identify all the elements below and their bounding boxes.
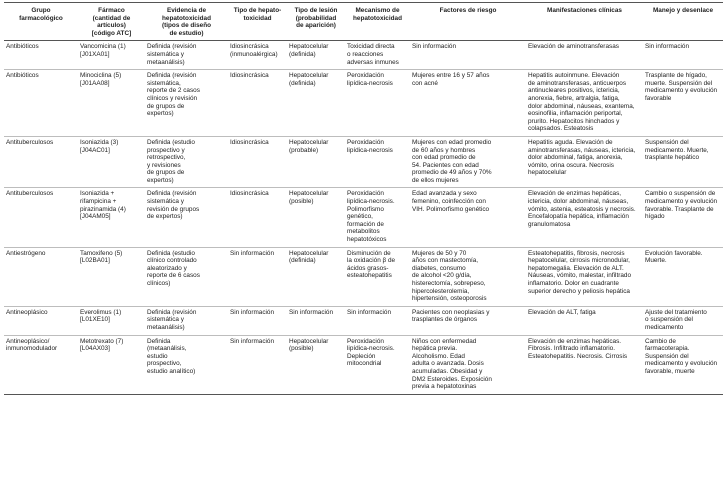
tipo-lesion-cell [287, 41, 345, 70]
text-line: Suspensión del [645, 138, 689, 146]
text-line: [J04AC01] [80, 146, 110, 154]
manifestaciones-cell [526, 70, 643, 137]
text-line: metaanálisis) [147, 58, 185, 66]
text-line: lipídica-necrosis [347, 146, 393, 154]
text-line: Pacientes con neoplasias y [412, 308, 490, 316]
text-line: hepatocelular, cirrosis micronodular, [528, 257, 630, 265]
text-line: Definida (revisión [147, 190, 197, 198]
manifestaciones-header [526, 3, 643, 41]
text-line: Peroxidación [347, 72, 384, 80]
text-line: de ellos mujeres [412, 176, 459, 184]
text-line: dolor abdominal, náuseas, exantema, [528, 102, 635, 110]
text-line: Elevación de ALT, fatiga [528, 308, 596, 316]
tipo-lesion-cell [287, 188, 345, 247]
manejo-cell [643, 70, 723, 137]
text-line: eosinofilia, inflamación periportal, [528, 110, 623, 118]
text-line: Everolimus (1) [80, 308, 122, 316]
evidencia-cell [145, 335, 228, 394]
text-line: Trasplante de hígado, [645, 72, 707, 80]
table-row [4, 41, 723, 70]
text-line: hepatotóxicos [347, 236, 387, 244]
text-line: dolor abdominal, fatiga, anorexia, [528, 154, 623, 162]
text-line: Hepatocelular [289, 190, 329, 198]
tipo-lesion-cell [287, 247, 345, 306]
text-line: Fármaco [98, 7, 125, 14]
text-line: (inmunoalérgica) [230, 50, 278, 58]
grupo-cell [4, 306, 78, 335]
text-line: Hepatocelular [289, 72, 329, 80]
text-line: trasplantes de órganos [412, 316, 478, 324]
header-row [4, 3, 723, 41]
hepatotoxicity-table [4, 2, 723, 395]
text-line: reporte de 2 casos [147, 87, 200, 95]
text-line: ictericia, dolor abdominal, náuseas, [528, 198, 629, 206]
text-line: [L02BA01] [80, 257, 110, 265]
grupo-cell [4, 188, 78, 247]
text-line: Toxicidad directa [347, 43, 395, 51]
text-line: hepatocelular [528, 169, 567, 177]
factores-riesgo-cell [410, 247, 526, 306]
grupo-cell [4, 136, 78, 188]
text-line: con edad promedio de [412, 154, 476, 162]
grupo-header [4, 3, 78, 41]
text-line: Idiosincrásica [230, 138, 269, 146]
text-line: hígado [645, 213, 665, 221]
text-line: Idiosincrásica [230, 190, 269, 198]
text-line: Antineoplásico/ [6, 337, 50, 345]
manejo-cell [643, 41, 723, 70]
table-row [4, 70, 723, 137]
factores-riesgo-cell [410, 335, 526, 394]
text-line: Peroxidación [347, 138, 384, 146]
manejo-cell [643, 188, 723, 247]
text-line: ácidos grasos- [347, 264, 389, 272]
evidencia-cell [145, 247, 228, 306]
text-line: medicamento y evolución [645, 87, 718, 95]
factores-riesgo-cell [410, 306, 526, 335]
text-line: metabolitos [347, 228, 380, 236]
farmaco-cell [78, 188, 145, 247]
text-line: inflamatorio. Dolor en cuadrante [528, 280, 619, 287]
text-line: vómito, orina oscura. Necrosis [528, 161, 614, 169]
text-line: medicamento y evolución [645, 198, 718, 206]
text-line: Sin información [230, 249, 275, 257]
text-line: superior derecho y peliosis hepática [528, 287, 630, 295]
text-line: Mecanismo de [355, 7, 400, 14]
mecanismo-header [345, 3, 410, 41]
mecanismo-cell [345, 306, 410, 335]
text-line: Definida (estudio [147, 138, 195, 146]
text-line: lipídica-necrosis. [347, 345, 395, 353]
tipo-hepatotoxicidad-cell [228, 41, 287, 70]
text-line: genético, [347, 213, 373, 221]
text-line: hepatotoxicidad [161, 14, 211, 22]
text-line: Definida (estudio [147, 249, 195, 257]
manejo-cell [643, 306, 723, 335]
text-line: vómito, astenia, esteatosis y necrosis. [528, 205, 636, 213]
factores-riesgo-cell [410, 188, 526, 247]
text-line: Sin información [412, 43, 457, 51]
text-line: clínico controlado [147, 257, 197, 265]
text-line: de grupos de [147, 169, 185, 177]
tipo-lesion-cell [287, 136, 345, 188]
text-line: granulomatosa [528, 220, 571, 228]
text-line: Cambio de farmacoterapia. [645, 337, 690, 353]
text-line: Hepatocelular [289, 337, 329, 345]
manifestaciones-cell [526, 247, 643, 306]
tipo-lesion-cell [287, 306, 345, 335]
text-line: [código ATC] [91, 29, 132, 37]
mecanismo-cell [345, 136, 410, 188]
table-row [4, 188, 723, 247]
text-line: Elevación de enzimas hepáticas, [528, 190, 622, 198]
manifestaciones-cell [526, 306, 643, 335]
text-line: Definida (revisión [147, 72, 197, 80]
tipo-lesion-cell [287, 70, 345, 137]
text-line: hepatotoxicidad [352, 14, 402, 22]
text-line: [J04AM05] [80, 213, 111, 221]
text-line: toxicidad [243, 14, 272, 22]
text-line: prurito. Hepatocitos hinchados y [528, 117, 620, 125]
text-line: revisión de grupos [147, 205, 200, 213]
grupo-cell [4, 247, 78, 306]
text-line: colapsados. Esteatosis [528, 125, 594, 133]
text-line: Hepatocelular [289, 138, 329, 146]
text-line: Evidencia de [166, 7, 207, 14]
text-line: esteatohepatitis [347, 272, 392, 280]
text-line: Encefalopatía hepática, inflamación [528, 213, 629, 221]
text-line: formación de [347, 220, 384, 228]
evidencia-cell [145, 41, 228, 70]
text-line: Polimorfismo [347, 205, 384, 213]
mecanismo-cell [345, 41, 410, 70]
manejo-cell [643, 136, 723, 188]
text-line: [J01AA08] [80, 79, 110, 87]
text-line: Suspensión del [645, 352, 689, 360]
text-line: (cantidad de [92, 14, 131, 22]
grupo-cell [4, 335, 78, 394]
text-line: Evolución favorable. [645, 249, 703, 257]
text-line: farmacológico [19, 14, 63, 22]
table-row [4, 136, 723, 188]
text-line: Manifestaciones clínicas [547, 7, 622, 14]
text-line: lipídica-necrosis [347, 79, 393, 87]
text-line: hepática previa. [412, 345, 458, 353]
tipo-hepatotoxicidad-cell [228, 188, 287, 247]
manifestaciones-cell [526, 41, 643, 70]
text-line: (posible) [289, 345, 314, 353]
text-line: Metotrexato (7) [80, 337, 124, 345]
farmaco-cell [78, 136, 145, 188]
text-line: Antibióticos [6, 72, 39, 80]
text-line: hipercolesterolemia, [412, 287, 470, 295]
text-line: 54. Pacientes con edad [412, 161, 479, 169]
text-line: Isoniazida + [80, 190, 115, 198]
text-line: reporte de 6 casos [147, 272, 200, 280]
text-line: Mujeres con edad promedio [412, 138, 492, 146]
text-line: Hepatocelular [289, 249, 329, 257]
text-line: Antituberculosos [6, 190, 54, 198]
text-line: metaanálisis) [147, 323, 185, 331]
text-line: Cambio o suspensión de [645, 190, 716, 198]
manifestaciones-cell [526, 335, 643, 394]
text-line: años con mastectomía, [412, 257, 479, 265]
text-line: Niños con enfermedad [412, 337, 477, 345]
text-line: Idiosincrásica [230, 72, 269, 80]
text-line: pirazinamida (4) [80, 205, 126, 213]
text-line: muerte. Suspensión del [645, 79, 713, 87]
mecanismo-cell [345, 247, 410, 306]
text-line: retrospectivo, [147, 154, 186, 162]
grupo-cell [4, 41, 78, 70]
text-line: y revisiones [147, 161, 181, 169]
text-line: adversas inmunes [347, 58, 399, 66]
text-line: Hepatitis aguda. Elevación de [528, 138, 613, 146]
text-line: acumuladas. Obesidad y [412, 367, 483, 375]
text-line: sistemática y [147, 50, 184, 58]
text-line: femenino, coinfección con [412, 198, 486, 206]
farmaco-cell [78, 70, 145, 137]
manifestaciones-cell [526, 136, 643, 188]
text-line: medicamento. Muerte, [645, 146, 709, 154]
text-line: medicamento y evolución [645, 360, 718, 368]
text-line: clínicos) [147, 280, 171, 287]
text-line: Sin información [347, 308, 392, 316]
text-line: Alcoholismo. Edad [412, 352, 465, 360]
text-line: Peroxidación [347, 337, 384, 345]
text-line: de expertos) [147, 213, 183, 221]
mecanismo-cell [345, 335, 410, 394]
text-line: sistemática y [147, 316, 184, 324]
text-line: Ajuste del tratamiento [645, 308, 707, 316]
text-line: con acné [412, 79, 438, 87]
text-line: (metaanálisis, [147, 345, 187, 353]
factores-riesgo-cell [410, 41, 526, 70]
evidencia-cell [145, 136, 228, 188]
factores-riesgo-cell [410, 136, 526, 188]
tipo-hepatotoxicidad-cell [228, 306, 287, 335]
manifestaciones-cell [526, 188, 643, 247]
text-line: Peroxidación [347, 190, 384, 198]
text-line: Mujeres entre 16 y 57 años [412, 72, 490, 80]
text-line: de grupos de [147, 102, 185, 110]
tipo-hepatotoxicidad-cell [228, 335, 287, 394]
text-line: o reacciones [347, 50, 384, 58]
text-line: Sin información [645, 43, 690, 51]
text-line: Hepatocelular [289, 43, 329, 51]
text-line: o suspensión del [645, 316, 693, 324]
manejo-cell [643, 335, 723, 394]
factores-riesgo-header [410, 3, 526, 41]
factores-riesgo-cell [410, 70, 526, 137]
text-line: hipertensión, osteoporosis [412, 295, 487, 303]
text-line: de estudio) [169, 29, 204, 37]
text-line: expertos) [147, 110, 174, 118]
text-line: estudio [147, 352, 168, 360]
farmaco-header [78, 3, 145, 41]
grupo-cell [4, 70, 78, 137]
mecanismo-cell [345, 70, 410, 137]
text-line: Grupo [31, 7, 51, 14]
text-line: VIH. Polimorfismo genético [412, 205, 490, 213]
text-line: la oxidación β de [347, 257, 396, 265]
text-line: Minociclina (5) [80, 72, 122, 80]
text-line: [J01XA01] [80, 50, 110, 58]
text-line: Náuseas, vómito, malestar, infiltrado [528, 272, 632, 280]
text-line: Tipo de hepato- [233, 7, 282, 14]
text-line: Fibrosis. Infiltrado inflamatorio. [528, 345, 616, 353]
text-line: Idiosincrásica [230, 43, 269, 51]
text-line: Esteatohepatitis. Necrosis. Cirrosis [528, 352, 628, 360]
text-line: DM2 Esteroides. Exposición [412, 375, 492, 383]
text-line: Depleción [347, 352, 376, 360]
text-line: Antiestrógeno [6, 249, 46, 257]
text-line: rifampicina + [80, 198, 117, 206]
tipo-hepatotoxicidad-header [228, 3, 287, 41]
text-line: antinucleares positivos, ictericia, [528, 87, 620, 95]
text-line: Antineoplásico [6, 308, 48, 316]
text-line: Disminución de [347, 249, 391, 257]
text-line: Factores de riesgo [439, 7, 497, 14]
text-line: Definida [147, 337, 171, 345]
text-line: Sin información [289, 308, 334, 316]
tipo-hepatotoxicidad-cell [228, 247, 287, 306]
manejo-header [643, 3, 723, 41]
text-line: [L01XE10] [80, 316, 110, 324]
text-line: prospectivo, [147, 360, 182, 368]
text-line: Muerte. [645, 257, 667, 265]
text-line: anorexia, fiebre, artralgia, fatiga, [528, 94, 620, 102]
evidencia-cell [145, 306, 228, 335]
text-line: sistemática, [147, 79, 181, 87]
text-line: clínicos y revisión [147, 94, 198, 102]
text-line: promedio de 49 años y 70% [412, 169, 492, 177]
tipo-lesion-header [287, 3, 345, 41]
text-line: prospectivo y [147, 146, 185, 154]
text-line: diabetes, consumo [412, 264, 466, 272]
manejo-cell [643, 247, 723, 306]
tipo-lesion-cell [287, 335, 345, 394]
text-line: Hepatitis autoinmune. Elevación [528, 72, 620, 80]
text-line: favorable. Trasplante de [645, 205, 714, 213]
text-line: de aminotransferasas, anticuerpos [528, 79, 627, 87]
farmaco-cell [78, 306, 145, 335]
text-line: Definida (revisión [147, 308, 197, 316]
table-row [4, 247, 723, 306]
text-line: Tipo de lesión [294, 7, 338, 14]
text-line: favorable, muerte [645, 367, 695, 375]
text-line: de alcohol <20 g/día, [412, 272, 472, 280]
text-line: Antibióticos [6, 43, 39, 51]
table-row [4, 306, 723, 335]
text-line: Antituberculosos [6, 138, 54, 146]
evidencia-cell [145, 70, 228, 137]
text-line: Isoniazida (3) [80, 138, 119, 146]
text-line: hepatomegalia. Elevación de ALT. [528, 264, 624, 272]
text-line: Edad avanzada y sexo [412, 190, 477, 198]
text-line: de 60 años y hombres [412, 146, 476, 154]
text-line: Tamoxifeno (5) [80, 249, 123, 257]
text-line: Esteatohepatitis, fibrosis, necrosis [528, 249, 625, 257]
text-line: Definida (revisión [147, 43, 197, 51]
farmaco-cell [78, 335, 145, 394]
text-line: Elevación de aminotransferasas [528, 43, 619, 51]
text-line: Vancomicina (1) [80, 43, 126, 51]
text-line: (probable) [289, 146, 319, 154]
text-line: sistemática y [147, 198, 184, 206]
text-line: favorable [645, 94, 672, 102]
text-line: (probabilidad [295, 14, 337, 22]
evidencia-header [145, 3, 228, 41]
text-line: Manejo y desenlace [652, 7, 714, 14]
tipo-hepatotoxicidad-cell [228, 136, 287, 188]
text-line: mitocondrial [347, 360, 382, 368]
farmaco-cell [78, 41, 145, 70]
text-line: Elevación de enzimas hepáticas. [528, 337, 622, 345]
mecanismo-cell [345, 188, 410, 247]
text-line: lipídica-necrosis. [347, 198, 395, 206]
text-line: trasplante hepático [645, 154, 700, 162]
text-line: (tipos de diseño [162, 22, 211, 30]
text-line: medicamento [645, 323, 684, 331]
text-line: [L04AX03] [80, 345, 110, 353]
text-line: (definida) [289, 257, 316, 265]
text-line: expertos) [147, 176, 174, 184]
text-line: de aparición) [296, 22, 336, 30]
text-line: (definida) [289, 50, 316, 58]
text-line: aminotransferasas, náuseas, ictericia, [528, 146, 636, 154]
table-row [4, 335, 723, 394]
text-line: aleatorizado y [147, 264, 187, 272]
text-line: Sin información [230, 308, 275, 316]
farmaco-cell [78, 247, 145, 306]
text-line: estudio analítico) [147, 367, 196, 375]
text-line: artículos) [97, 22, 126, 30]
text-line: previa a hepatotoxinas [412, 383, 477, 391]
text-line: Mujeres de 50 y 70 [412, 249, 467, 257]
text-line: (definida) [289, 79, 316, 87]
text-line: adulta o avanzada. Dosis [412, 360, 484, 368]
text-line: inmunomodulador [6, 345, 58, 353]
text-line: Sin información [230, 337, 275, 345]
evidencia-cell [145, 188, 228, 247]
text-line: (posible) [289, 198, 314, 206]
text-line: histerectomía, sobrepeso, [412, 280, 486, 287]
tipo-hepatotoxicidad-cell [228, 70, 287, 137]
